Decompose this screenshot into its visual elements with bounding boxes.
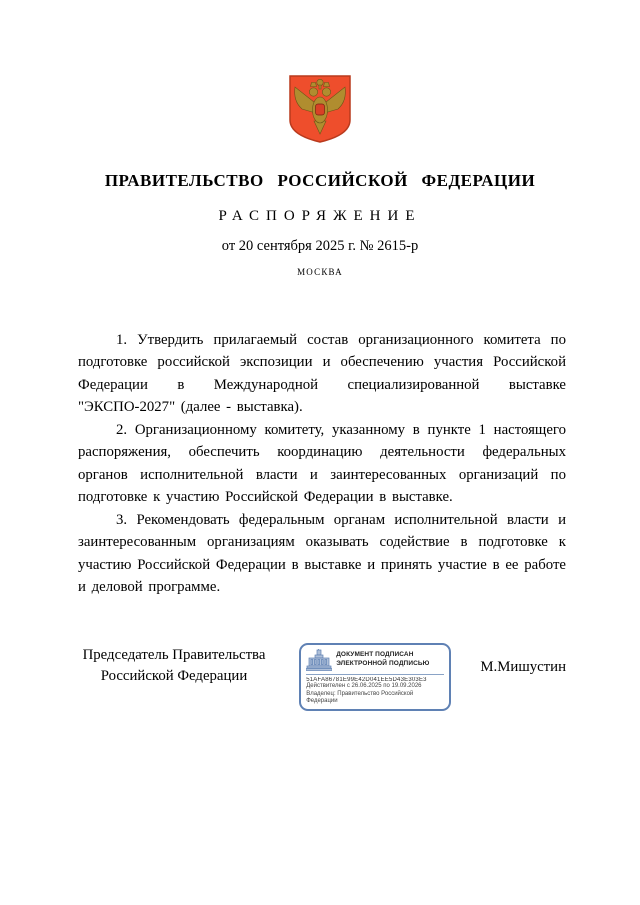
russia-coat-of-arms (0, 0, 640, 144)
digital-signature-stamp (299, 643, 451, 711)
document-date-number: от 20 сентября 2025 г. № 2615-р (221, 238, 419, 254)
stamp-title (336, 651, 429, 669)
signer-title-line2: Российской Федерации (100, 668, 248, 685)
paragraph-3: 3. Рекомендовать федеральным органам исполнительной власти и заинтересованным организациям оказывать содействие в подготовке к участию Российской Федерации в выставке и принять участие в ее работе и деловой программе. (78, 511, 566, 596)
city-label: МОСКВА (297, 267, 343, 277)
government-building-icon (306, 649, 332, 671)
stamp-title-line1: ДОКУМЕНТ ПОДПИСАН (336, 651, 414, 659)
stamp-header (306, 649, 444, 675)
stamp-owner: Владелец: Правительство Российской Федерации (306, 690, 414, 705)
document-type-heading: РАСПОРЯЖЕНИЕ (218, 208, 422, 224)
stamp-certificate-number: 51AFA86781E99E42D041EE5D43E303E3 (306, 676, 427, 683)
stamp-validity: Действителен с 26.06.2025 по 19.09.2026 (306, 682, 422, 689)
document-body (78, 329, 566, 599)
signature-block (78, 643, 566, 711)
digital-signature-stamp-area (270, 643, 480, 711)
paragraph-1: 1. Утвердить прилагаемый состав организационного комитета по подготовке российской экспозиции и обеспечению участия Российской Федерации в Международной специализированной выставке "ЭКСПО-2027" (далее - выставка). (78, 332, 566, 416)
signer-title (78, 643, 270, 688)
coat-of-arms-icon (288, 74, 352, 144)
stamp-title-line2: ЭЛЕКТРОННОЙ ПОДПИСЬЮ (336, 659, 430, 667)
signer-title-line1: Председатель Правительства (82, 646, 266, 663)
signer-name: М.Мишустин (480, 658, 566, 675)
government-title: ПРАВИТЕЛЬСТВО РОССИЙСКОЙ ФЕДЕРАЦИИ (104, 171, 536, 190)
paragraph-2: 2. Организационному комитету, указанному в пункте 1 настоящего распоряжения, обеспечить координацию деятельности федеральных органов исполнительной власти и заинтересованных организаций по подготовке к участию Российской Федерации в выставке. (78, 421, 566, 506)
